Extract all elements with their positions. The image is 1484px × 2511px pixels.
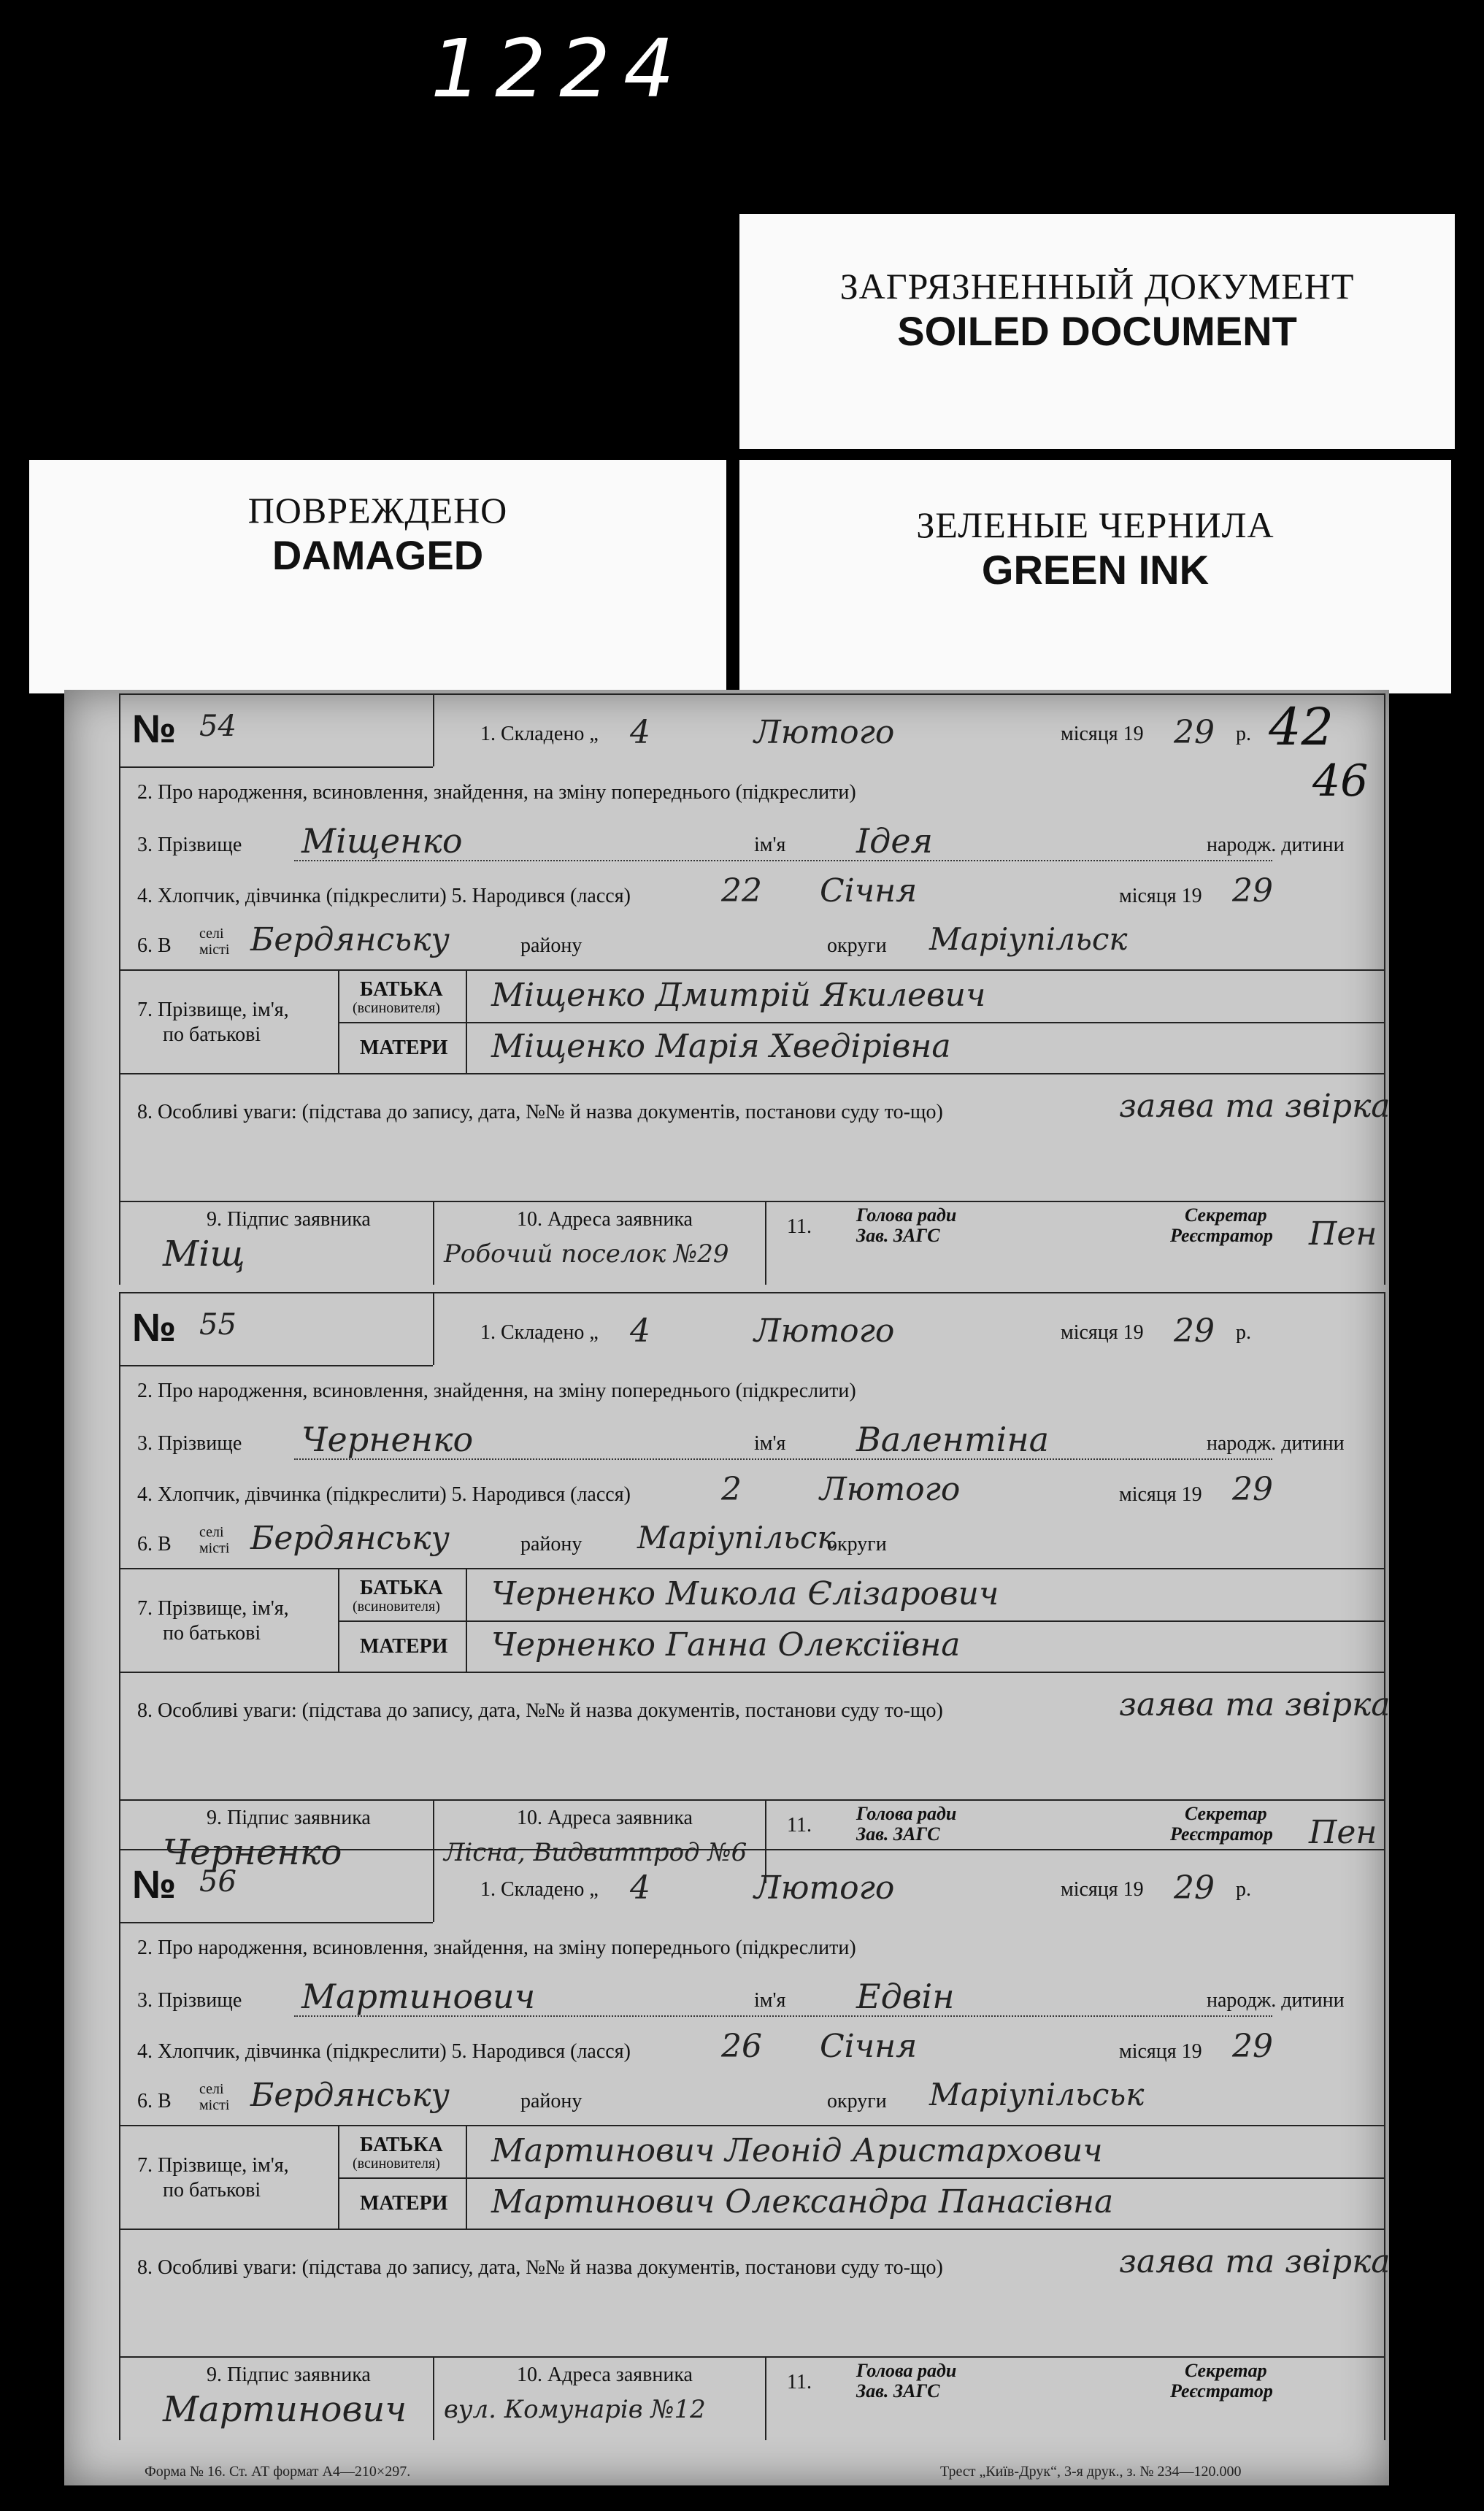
compiled-month-label: місяця 19 (1061, 1878, 1144, 1901)
place-value: Бердянську (250, 2077, 450, 2114)
registration-type: 2. Про народження, всиновлення, знайдення, на зміну попереднього (підкреслити) (137, 781, 856, 804)
sig-divider-2 (765, 1201, 766, 1285)
father-value: Мартинович Леонід Аристархович (491, 2132, 1103, 2169)
form-footer-right: Трест „Київ-Друк“, 3-я друк., з. № 234—120.000 (940, 2464, 1242, 2480)
row7-bottom (119, 1672, 1385, 1673)
parents-divider-2 (466, 969, 467, 1073)
compiled-label: 1. Складено „ (480, 1878, 599, 1901)
secretary-label: Секретар (1185, 2360, 1267, 2381)
birth-month: Лютого (820, 1471, 961, 1508)
secretary-signature: Пен (1309, 1814, 1377, 1851)
registrar-label: Реєстратор (1170, 2380, 1273, 2402)
record-left-border (119, 1849, 120, 2440)
parents-label-2: по батькові (163, 1023, 261, 1046)
record-number: 54 (199, 710, 237, 743)
signature-label: 9. Підпис заявника (207, 1208, 371, 1231)
okruga-label: округи (827, 1533, 887, 1556)
birth-year: 29 (1232, 872, 1273, 910)
soiled-document-label (739, 214, 1455, 449)
okruga-label: округи (827, 934, 887, 957)
birth-month-label: місяця 19 (1119, 885, 1202, 907)
child-label: народж. дитини (1207, 834, 1345, 856)
name-value: Валентіна (856, 1420, 1050, 1459)
place-value: Бердянську (250, 921, 450, 958)
father-label: БАТЬКА (360, 978, 443, 1001)
father-label: БАТЬКА (360, 1577, 443, 1599)
row6-bottom (119, 1568, 1385, 1569)
head-label: Голова ради (856, 2360, 957, 2381)
record-left-border (119, 693, 120, 1285)
field-11-label: 11. (787, 1814, 812, 1837)
raion-label: району (520, 934, 583, 957)
mother-value: Черненко Ганна Олексіївна (491, 1626, 961, 1664)
name-label: ім'я (754, 1989, 786, 2012)
compiled-year: 29 (1174, 714, 1215, 751)
record-number-label: № (132, 1863, 177, 1907)
signature-value: Черненко (163, 1832, 342, 1873)
registrar-label: Реєстратор (1170, 1823, 1273, 1845)
surname-value: Черненко (301, 1420, 474, 1459)
label-en: SOILED DOCUMENT (897, 308, 1297, 354)
compiled-label: 1. Складено „ (480, 723, 599, 745)
compiled-year-suffix: р. (1236, 723, 1251, 745)
place-label: 6. В (137, 1533, 172, 1556)
parents-label: 7. Прізвище, ім'я, (137, 2154, 289, 2177)
mother-label: МАТЕРИ (360, 2192, 448, 2215)
name-label: ім'я (754, 1432, 786, 1455)
address-value: Лісна, Видвитпрод №6 (444, 1838, 747, 1867)
child-label: народж. дитини (1207, 1432, 1345, 1455)
page-number-46: 46 (1312, 755, 1369, 807)
record-right-border (1384, 1292, 1385, 1883)
notes-value: заява та звірка (1119, 2243, 1391, 2280)
surname-label: 3. Прізвище (137, 1989, 242, 2012)
page-number-42: 42 (1269, 697, 1334, 757)
gender-birth-label: 4. Хлопчик, дівчинка (підкреслити) 5. Народився (ласся) (137, 885, 631, 907)
compiled-month-label: місяця 19 (1061, 1321, 1144, 1344)
damaged-label (29, 460, 726, 693)
mother-value: Міщенко Марія Хведірівна (491, 1028, 951, 1065)
parents-mid (338, 2177, 1385, 2179)
birth-day: 22 (721, 872, 762, 910)
zags-label: Зав. ЗАГС (856, 1823, 940, 1845)
record-entry (119, 1292, 1391, 1883)
row7-bottom (119, 1073, 1385, 1074)
place-misti: місті (199, 1540, 230, 1556)
compiled-month: Лютого (754, 1312, 895, 1350)
place-selo: селі (199, 1524, 224, 1540)
birth-day: 2 (721, 1471, 742, 1508)
row7-bottom (119, 2229, 1385, 2230)
record-top-border (119, 1292, 1385, 1293)
birth-year: 29 (1232, 1471, 1273, 1508)
mother-value: Мартинович Олександра Панасівна (491, 2183, 1114, 2220)
notes-value: заява та звірка (1119, 1088, 1391, 1125)
record-entry (119, 693, 1391, 1285)
archive-number: 1224 (431, 22, 688, 115)
label-en: DAMAGED (272, 532, 484, 578)
row8-bottom (119, 2356, 1385, 2358)
compiled-year-suffix: р. (1236, 1878, 1251, 1901)
raion-label: району (520, 1533, 583, 1556)
parents-mid (338, 1620, 1385, 1622)
father-value: Черненко Микола Єлізарович (491, 1575, 999, 1612)
surname-label: 3. Прізвище (137, 1432, 242, 1455)
surname-value: Міщенко (301, 821, 463, 861)
father-value: Міщенко Дмитрій Якилевич (491, 977, 986, 1014)
place-misti: місті (199, 2097, 230, 2113)
record-top-border (119, 693, 1385, 695)
surname-line (294, 860, 1272, 861)
father-sub: (всиновителя) (353, 2156, 440, 2172)
record-number-label: № (132, 1306, 177, 1350)
father-sub: (всиновителя) (353, 1000, 440, 1016)
row6-bottom (119, 969, 1385, 971)
parents-label: 7. Прізвище, ім'я, (137, 1597, 289, 1620)
register-sheet (64, 690, 1389, 2485)
raion-value: Маріупільск (637, 1520, 836, 1556)
label-ru: ЗАГРЯЗНЕННЫЙ ДОКУМЕНТ (839, 266, 1355, 307)
number-divider (433, 693, 434, 766)
record-entry (119, 1849, 1391, 2440)
parents-label: 7. Прізвище, ім'я, (137, 999, 289, 1021)
registration-type: 2. Про народження, всиновлення, знайдення, на зміну попереднього (підкреслити) (137, 1937, 856, 1959)
place-selo: селі (199, 2081, 224, 2097)
gender-birth-label: 4. Хлопчик, дівчинка (підкреслити) 5. Народився (ласся) (137, 1483, 631, 1506)
okruga-value: Маріупільськ (929, 2077, 1145, 2112)
record-number-label: № (132, 707, 177, 751)
mother-label: МАТЕРИ (360, 1037, 448, 1059)
okruga-value: Маріупільск (929, 921, 1128, 957)
row1-bottom (119, 1365, 433, 1366)
birth-month-label: місяця 19 (1119, 2040, 1202, 2063)
compiled-month-label: місяця 19 (1061, 723, 1144, 745)
birth-month-label: місяця 19 (1119, 1483, 1202, 1506)
signature-value: Мартинович (163, 2389, 407, 2430)
record-right-border (1384, 1849, 1385, 2440)
field-11-label: 11. (787, 1215, 812, 1238)
parents-divider-1 (338, 1568, 339, 1672)
head-label: Голова ради (856, 1204, 957, 1226)
compiled-day: 4 (630, 714, 650, 751)
compiled-month: Лютого (754, 1869, 895, 1907)
label-ru: ПОВРЕЖДЕНО (247, 490, 508, 531)
gender-birth-label: 4. Хлопчик, дівчинка (підкреслити) 5. Народився (ласся) (137, 2040, 631, 2063)
record-top-border (119, 1849, 1385, 1850)
father-sub: (всиновителя) (353, 1599, 440, 1615)
signature-value: Міщ (163, 1234, 245, 1274)
place-label: 6. В (137, 934, 172, 957)
form-footer-left: Форма № 16. Ст. АТ формат А4—210×297. (145, 2464, 411, 2480)
compiled-year-suffix: р. (1236, 1321, 1251, 1344)
parents-divider-1 (338, 2125, 339, 2229)
name-value: Едвін (856, 1977, 955, 2016)
father-label: БАТЬКА (360, 2134, 443, 2156)
mother-label: МАТЕРИ (360, 1635, 448, 1658)
address-label: 10. Адреса заявника (517, 1208, 693, 1231)
secretary-signature: Пен (1309, 1215, 1377, 1253)
field-11-label: 11. (787, 2371, 812, 2393)
row8-bottom (119, 1201, 1385, 1202)
number-divider (433, 1292, 434, 1365)
raion-label: району (520, 2090, 583, 2112)
secretary-label: Секретар (1185, 1204, 1267, 1226)
address-value: вул. Комунарів №12 (444, 2395, 706, 2424)
row1-bottom (119, 1922, 433, 1923)
child-label: народж. дитини (1207, 1989, 1345, 2012)
name-label: ім'я (754, 834, 786, 856)
birth-month: Січня (820, 2028, 918, 2065)
address-label: 10. Адреса заявника (517, 2364, 693, 2386)
birth-day: 26 (721, 2028, 762, 2065)
zags-label: Зав. ЗАГС (856, 1225, 940, 1246)
parents-label-2: по батькові (163, 1622, 261, 1645)
address-value: Робочий поселок №29 (444, 1239, 729, 1269)
parents-mid (338, 1022, 1385, 1023)
compiled-day: 4 (630, 1312, 650, 1350)
place-label: 6. В (137, 2090, 172, 2112)
birth-month: Січня (820, 872, 918, 910)
green-ink-label (739, 460, 1451, 693)
signature-label: 9. Підпис заявника (207, 1807, 371, 1829)
surname-value: Мартинович (301, 1977, 536, 2016)
secretary-label: Секретар (1185, 1803, 1267, 1824)
place-value: Бердянську (250, 1520, 450, 1557)
row6-bottom (119, 2125, 1385, 2126)
record-number: 56 (199, 1865, 237, 1899)
compiled-day: 4 (630, 1869, 650, 1907)
compiled-year: 29 (1174, 1869, 1215, 1907)
record-left-border (119, 1292, 120, 1883)
label-ru: ЗЕЛЕНЫЕ ЧЕРНИЛА (916, 504, 1275, 545)
place-misti: місті (199, 942, 230, 958)
notes-value: заява та звірка (1119, 1686, 1391, 1723)
record-number: 55 (199, 1308, 237, 1342)
compiled-month: Лютого (754, 714, 895, 751)
registrar-label: Реєстратор (1170, 1225, 1273, 1246)
place-selo: селі (199, 926, 224, 942)
surname-line (294, 1458, 1272, 1460)
notes-label: 8. Особливі уваги: (підстава до запису, дата, №№ й назва документів, постанови суду то-що) (137, 2256, 943, 2279)
row1-bottom (119, 766, 433, 768)
sig-divider-2 (765, 2356, 766, 2440)
sig-divider-1 (433, 2356, 434, 2440)
registration-type: 2. Про народження, всиновлення, знайдення, на зміну попереднього (підкреслити) (137, 1380, 856, 1402)
surname-line (294, 2015, 1272, 2017)
surname-label: 3. Прізвище (137, 834, 242, 856)
label-en: GREEN INK (981, 547, 1210, 593)
zags-label: Зав. ЗАГС (856, 2380, 940, 2402)
row8-bottom (119, 1799, 1385, 1801)
okruga-label: округи (827, 2090, 887, 2112)
notes-label: 8. Особливі уваги: (підстава до запису, дата, №№ й назва документів, постанови суду то-що) (137, 1101, 943, 1123)
signature-label: 9. Підпис заявника (207, 2364, 371, 2386)
compiled-label: 1. Складено „ (480, 1321, 599, 1344)
compiled-year: 29 (1174, 1312, 1215, 1350)
record-right-border (1384, 693, 1385, 1285)
name-value: Ідея (856, 821, 934, 861)
birth-year: 29 (1232, 2028, 1273, 2065)
number-divider (433, 1849, 434, 1922)
notes-label: 8. Особливі уваги: (підстава до запису, дата, №№ й назва документів, постанови суду то-що) (137, 1699, 943, 1722)
parents-label-2: по батькові (163, 2179, 261, 2202)
parents-divider-1 (338, 969, 339, 1073)
sig-divider-1 (433, 1201, 434, 1285)
parents-divider-2 (466, 2125, 467, 2229)
head-label: Голова ради (856, 1803, 957, 1824)
address-label: 10. Адреса заявника (517, 1807, 693, 1829)
parents-divider-2 (466, 1568, 467, 1672)
